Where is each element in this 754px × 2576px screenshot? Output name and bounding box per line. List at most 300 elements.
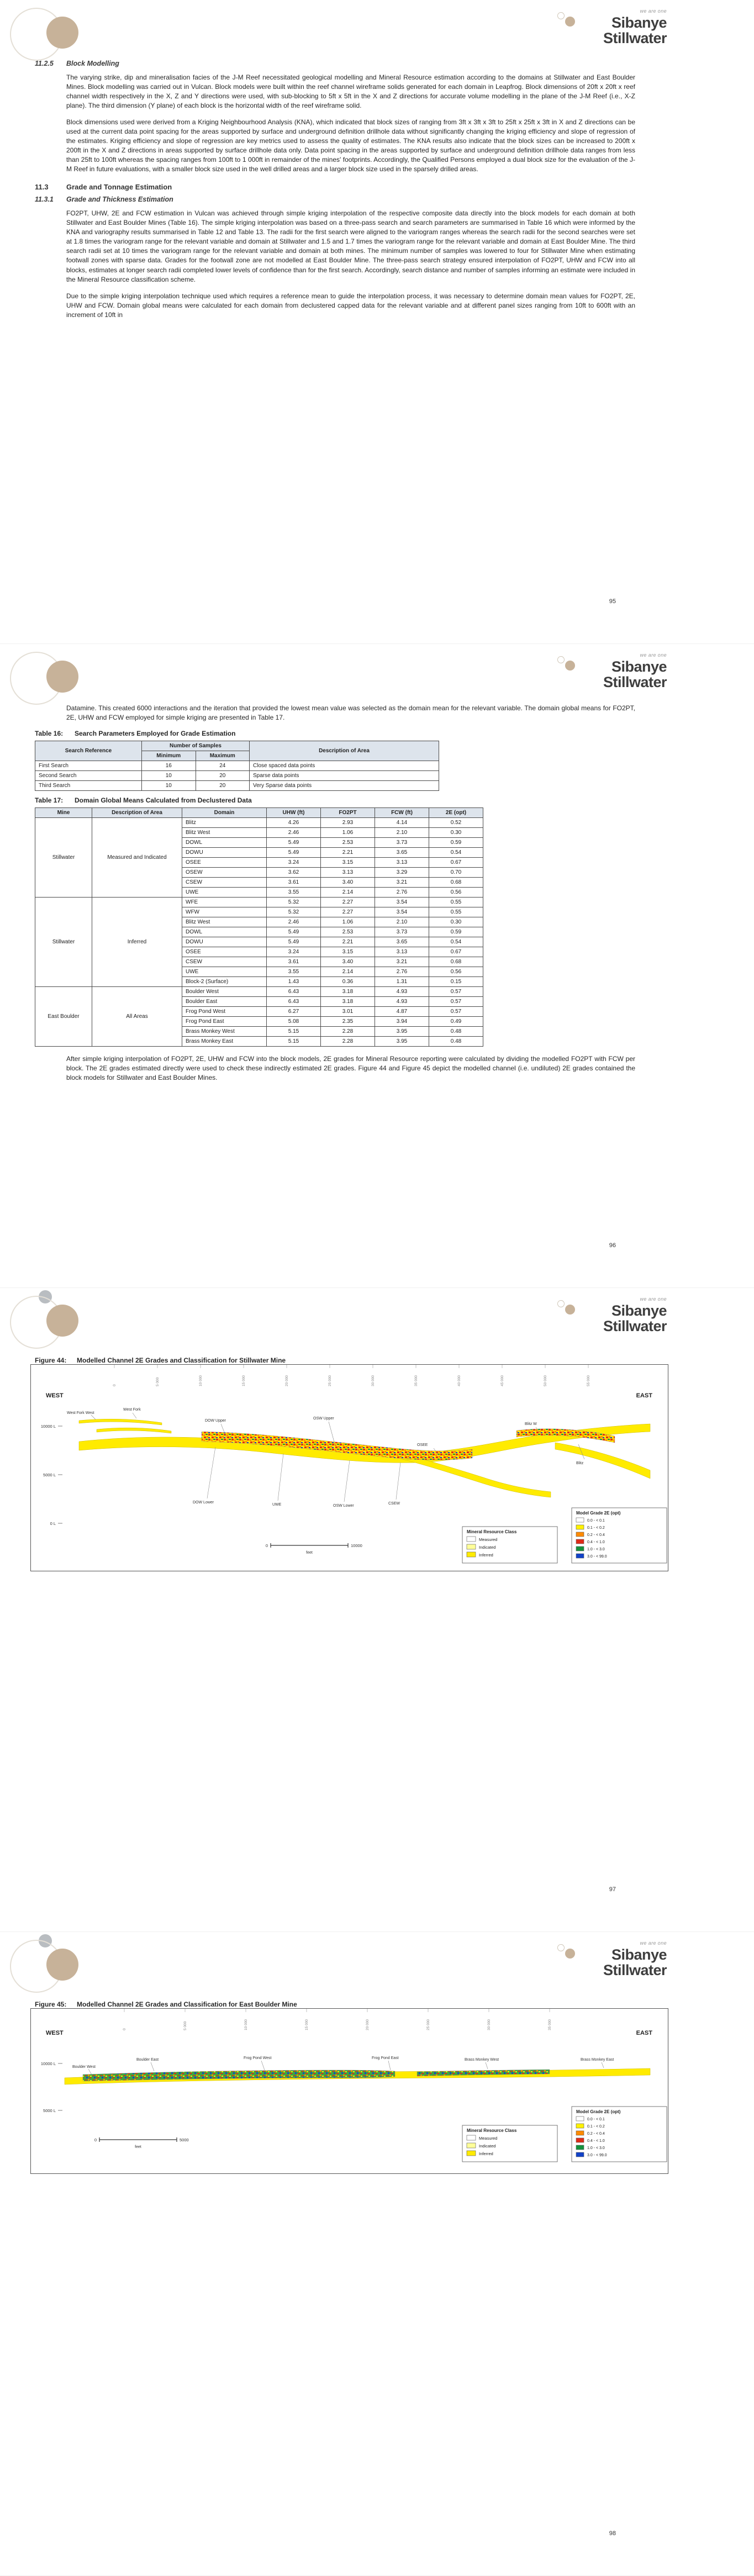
figure-44 (30, 1364, 668, 1574)
grid-tick-label: 55 000 (587, 1375, 590, 1386)
domain-label-uwe: UWE (272, 1503, 282, 1507)
cell-uhw: 5.08 (267, 1017, 321, 1027)
col-fo2pt: FO2PT (321, 808, 375, 818)
heading-title: Grade and Tonnage Estimation (66, 183, 172, 192)
model-grade-legend (572, 1508, 667, 1563)
table-row (35, 761, 439, 771)
legend-swatch-grade-5 (576, 2145, 584, 2150)
legend-label-inferred: Inferred (479, 1553, 493, 1558)
domain-label-brass-monkey-west: Brass Monkey West (465, 2058, 499, 2062)
cell-mine: East Boulder (35, 987, 92, 1047)
legend-label-inferred: Inferred (479, 2151, 493, 2156)
legend-swatch-grade-1 (576, 1518, 584, 1522)
cell-fo2pt: 2.21 (321, 937, 375, 947)
cell-min: 16 (142, 761, 196, 771)
heading-title: Block Modelling (66, 60, 119, 67)
cell-uhw: 5.15 (267, 1027, 321, 1037)
cell-domain: UWE (182, 888, 267, 898)
cell-fcw: 3.21 (375, 878, 429, 888)
grid-tick-label: 25 000 (328, 1375, 332, 1386)
cell-max: 24 (196, 761, 250, 771)
col-fcw: FCW (ft) (375, 808, 429, 818)
logo-brand-bottom: Stillwater (603, 29, 667, 46)
cell-desc: Very Sparse data points (250, 781, 439, 791)
heading-number: 11.2.5 (35, 60, 54, 67)
logo-tagline: we are one (640, 652, 667, 658)
heading-11-3 (35, 183, 635, 191)
legend-swatch-grade-6 (576, 2152, 584, 2157)
paragraph: Due to the simple kriging interpolation technique used which requires a reference mean to guide the interpolation process, it was necessary to determine domain mean values for FO2PT, 2E, UHW and FCW. Domain global means were calculated for each domain from declustered capped data for the relevant variable and at different panel sizes ranging from 10ft to 600ft with an increment of 10ft in (66, 292, 635, 319)
paragraph: Block dimensions used were derived from a Kriging Neighbourhood Analysis (KNA), which indicated that block sizes of ranging from 3ft x 3ft x 3ft to 25ft x 25ft x 3ft in X and Z directions can be used at the current data point spacing for the areas supported by surface and underground definition drillhole data without significantly changing the kriging efficiency and slope of regression of the estimates. Kriging efficiency and slope of regression are key metrics used to assess the quality of estimates. The KNA results also indicate that the block sizes can be increased to 200ft x 200ft in the X and Z directions in areas supported by surface drillhole data only. Data point spacing in the areas supported by surface and underground definition drillhole data ranges from less than 25ft to 100ft whereas the spacing ranges from 100ft to 1 000ft in remainder of the mines' footprints. Accordingly, the Qualified Persons employed a dual block size for the evaluation of the J-M Reef in future evaluations, with a smaller block size used in the well drilled areas and a larger block size used in the sparsely drilled areas. (66, 118, 635, 173)
domain-label-blitz-w: Blitz W (525, 1422, 537, 1426)
page-number: 95 (609, 598, 616, 605)
cell-fcw: 3.21 (375, 957, 429, 967)
cell-fcw: 4.87 (375, 1007, 429, 1017)
grid-tick-label: 0 (123, 2028, 126, 2030)
table-header-row (35, 741, 439, 751)
domain-label-osw-upper: OSW Upper (313, 1417, 334, 1421)
elevation-label: 10000 L (40, 1424, 56, 1429)
cell-uhw: 6.43 (267, 987, 321, 997)
cell-domain: DOWU (182, 848, 267, 858)
logo-ring-icon (557, 12, 565, 19)
domain-label-frog-pond-east: Frog Pond East (372, 2056, 399, 2060)
page-96 (0, 644, 754, 1288)
cell-area: Inferred (92, 898, 182, 987)
cell-2e: 0.49 (429, 1017, 483, 1027)
logo-ring-icon (557, 656, 565, 663)
table-caption-label: Table 17: (35, 796, 64, 805)
grid-tick-label: 10 000 (244, 2019, 248, 2030)
legend-box (572, 2107, 667, 2162)
cell-uhw: 5.49 (267, 927, 321, 937)
legend-swatch-grade-3 (576, 1532, 584, 1537)
legend-label-grade-1: 0.0 - < 0.1 (587, 1519, 605, 1523)
logo-ring-icon (557, 1944, 565, 1951)
cell-mine: Stillwater (35, 818, 92, 898)
cell-uhw: 3.24 (267, 947, 321, 957)
domain-label-boulder-east: Boulder East (136, 2058, 159, 2062)
cell-fo2pt: 3.15 (321, 858, 375, 868)
grid-tick-label: 0 (113, 1384, 117, 1386)
cell-fcw: 3.29 (375, 868, 429, 878)
cell-uhw: 6.27 (267, 1007, 321, 1017)
cell-domain: CSEW (182, 957, 267, 967)
cell-2e: 0.68 (429, 878, 483, 888)
cell-fcw: 3.65 (375, 848, 429, 858)
legend-swatch-grade-2 (576, 1525, 584, 1529)
cell-fo2pt: 0.36 (321, 977, 375, 987)
grid-tick-label: 15 000 (242, 1375, 246, 1386)
cell-domain: WFW (182, 907, 267, 917)
grid-tick-label: 10 000 (199, 1375, 203, 1386)
cell-fo2pt: 3.15 (321, 947, 375, 957)
grid-tick-label: 30 000 (371, 1375, 375, 1386)
cell-uhw: 4.26 (267, 818, 321, 828)
col-description: Description of Area (92, 808, 182, 818)
legend-swatch-grade-6 (576, 1554, 584, 1558)
cell-domain: OSEE (182, 858, 267, 868)
logo-tagline: we are one (640, 1940, 667, 1946)
page-95-content (35, 60, 635, 327)
cell-fcw: 3.73 (375, 838, 429, 848)
figure-caption-text: Modelled Channel 2E Grades and Classification for East Boulder Mine (77, 2000, 297, 2008)
decorative-tan-circle (46, 1949, 78, 1981)
col-minimum: Minimum (142, 751, 196, 761)
scale-max-label: 5000 (180, 2137, 189, 2142)
cell-domain: DOWU (182, 937, 267, 947)
logo-brand-top: Sibanye (611, 1302, 667, 1319)
domain-label-brass-monkey-east: Brass Monkey East (581, 2058, 614, 2062)
east-label: EAST (636, 1392, 652, 1399)
domain-label-dow-upper: DOW Upper (205, 1419, 226, 1423)
col-description-of-area: Description of Area (250, 741, 439, 761)
domain-label-osw-lower: OSW Lower (333, 1504, 354, 1508)
cell-2e: 0.67 (429, 858, 483, 868)
figure-caption-label: Figure 44: (35, 1356, 67, 1364)
cell-fo2pt: 3.13 (321, 868, 375, 878)
domain-label-west-fork: West Fork (123, 1408, 141, 1412)
decorative-tan-circle (46, 17, 78, 49)
decorative-tan-circle (46, 661, 78, 693)
cell-2e: 0.30 (429, 828, 483, 838)
cell-uhw: 5.32 (267, 907, 321, 917)
table-row (35, 781, 439, 791)
cell-2e: 0.59 (429, 927, 483, 937)
legend-swatch-inferred (467, 1552, 476, 1557)
cell-uhw: 2.46 (267, 828, 321, 838)
legend-label-grade-3: 0.2 - < 0.4 (587, 2132, 605, 2136)
legend-title: Model Grade 2E (opt) (576, 2109, 621, 2114)
scale-zero-label: 0 (265, 1543, 268, 1548)
cell-uhw: 2.46 (267, 917, 321, 927)
figure-44-cross-section (30, 1364, 668, 1571)
cell-fcw: 3.95 (375, 1037, 429, 1047)
figure-caption-text: Modelled Channel 2E Grades and Classification for Stillwater Mine (77, 1356, 286, 1364)
legend-label-grade-2: 0.1 - < 0.2 (587, 1526, 605, 1530)
logo-dot-icon (565, 1305, 575, 1315)
cell-fo2pt: 2.53 (321, 838, 375, 848)
cell-fo2pt: 1.06 (321, 828, 375, 838)
cell-2e: 0.56 (429, 888, 483, 898)
table-caption-label: Table 16: (35, 730, 64, 738)
cell-min: 10 (142, 781, 196, 791)
cell-fcw: 4.14 (375, 818, 429, 828)
scale-unit-label: feet (135, 2145, 141, 2149)
cell-uhw: 5.15 (267, 1037, 321, 1047)
col-maximum: Maximum (196, 751, 250, 761)
cell-ref: Third Search (35, 781, 142, 791)
grid-tick-label: 35 000 (548, 2019, 552, 2030)
legend-swatch-indicated (467, 1544, 476, 1549)
paragraph: After simple kriging interpolation of FO2PT, 2E, UHW and FCW into the block models, 2E grades for Mineral Resource reporting were calculated by dividing the modelled FO2PT with FCW per block. The 2E grades estimated directly were used to check these indirectly estimated 2E grades. Figure 44 and Figure 45 depict the modelled channel (i.e. undiluted) 2E grades contained the block models for Stillwater and East Boulder Mines. (66, 1055, 635, 1082)
model-grade-legend (572, 2107, 667, 2162)
figure-caption-label: Figure 45: (35, 2000, 67, 2008)
cell-uhw: 3.62 (267, 868, 321, 878)
col-2e: 2E (opt) (429, 808, 483, 818)
legend-swatch-inferred (467, 2151, 476, 2156)
legend-swatch-grade-1 (576, 2116, 584, 2121)
cell-domain: Frog Pond East (182, 1017, 267, 1027)
decorative-tan-circle (46, 1305, 78, 1337)
cell-2e: 0.55 (429, 907, 483, 917)
legend-swatch-grade-3 (576, 2131, 584, 2135)
table-17-domain-global-means (35, 807, 483, 1047)
col-mine: Mine (35, 808, 92, 818)
cell-fo2pt: 2.27 (321, 907, 375, 917)
domain-label-csew: CSEW (388, 1502, 400, 1506)
cell-domain: Boulder East (182, 997, 267, 1007)
cell-fo2pt: 2.28 (321, 1027, 375, 1037)
cell-fo2pt: 3.40 (321, 957, 375, 967)
cell-2e: 0.70 (429, 868, 483, 878)
table-16-caption (35, 730, 635, 737)
logo-brand-bottom: Stillwater (603, 673, 667, 690)
page-number: 98 (609, 2530, 616, 2537)
page-96-content (35, 704, 635, 1090)
page-number: 96 (609, 1242, 616, 1249)
cell-area: Measured and Indicated (92, 818, 182, 898)
cell-fcw: 2.10 (375, 917, 429, 927)
cell-domain: CSEW (182, 878, 267, 888)
figure-45-caption (35, 2000, 297, 2008)
cell-2e: 0.52 (429, 818, 483, 828)
logo-brand-top: Sibanye (611, 658, 667, 675)
figure-45 (30, 2008, 668, 2177)
legend-label-measured: Measured (479, 1537, 498, 1542)
col-search-reference: Search Reference (35, 741, 142, 761)
cell-2e: 0.57 (429, 997, 483, 1007)
cell-2e: 0.67 (429, 947, 483, 957)
figure-44-caption (35, 1356, 286, 1364)
heading-number: 11.3 (35, 183, 49, 192)
heading-11-2-5 (35, 60, 635, 67)
domain-label-blitz: Blitz (576, 1461, 584, 1465)
heading-title: Grade and Thickness Estimation (66, 196, 173, 204)
cell-uhw: 3.55 (267, 967, 321, 977)
cell-min: 10 (142, 771, 196, 781)
cell-fo2pt: 2.27 (321, 898, 375, 907)
cell-uhw: 3.55 (267, 888, 321, 898)
cell-2e: 0.54 (429, 848, 483, 858)
cell-fcw: 3.13 (375, 858, 429, 868)
paragraph: The varying strike, dip and mineralisation facies of the J-M Reef necessitated geological modelling and Mineral Resource estimation according to the domains at Stillwater and East Boulder Mines. Block modelling was carried out in Vulcan. Block models were built within the reef channel wireframe solids generated for each domain in Leapfrog. Block dimensions of 20ft x 20ft x reef channel width respectively in the X, Z and Y directions were used, with sub-blocking to 5ft x 5ft in the X and Z directions for accurate volume modelling in the plane of the J-M Reef (i.e., X-Z plane). The third dimension (Y plane) of each block is the horizontal width of the reef wireframe solid. (66, 73, 635, 110)
cell-fo2pt: 2.28 (321, 1037, 375, 1047)
grid-tick-label: 20 000 (285, 1375, 289, 1386)
legend-title: Model Grade 2E (opt) (576, 1511, 621, 1516)
logo-tagline: we are one (640, 1296, 667, 1302)
table-header-row (35, 808, 483, 818)
cell-uhw: 5.49 (267, 848, 321, 858)
cell-fcw: 3.73 (375, 927, 429, 937)
cell-domain: DOWL (182, 838, 267, 848)
cell-domain: DOWL (182, 927, 267, 937)
legend-label-grade-4: 0.4 - < 1.0 (587, 1540, 605, 1544)
cell-fo2pt: 2.93 (321, 818, 375, 828)
cell-domain: Brass Monkey West (182, 1027, 267, 1037)
legend-label-grade-2: 0.1 - < 0.2 (587, 2125, 605, 2129)
page-number: 97 (609, 1886, 616, 1893)
legend-swatch-grade-4 (576, 1539, 584, 1544)
legend-label-grade-5: 1.0 - < 3.0 (587, 1548, 605, 1551)
elevation-label: 10000 L (40, 2061, 56, 2066)
cell-2e: 0.56 (429, 967, 483, 977)
cell-fo2pt: 2.53 (321, 927, 375, 937)
legend-label-indicated: Indicated (479, 2144, 496, 2149)
grid-tick-label: 5 000 (156, 1377, 160, 1386)
elevation-label: 0 L (50, 1521, 56, 1526)
legend-label-grade-4: 0.4 - < 1.0 (587, 2139, 605, 2143)
resource-class-legend (462, 2125, 557, 2162)
paragraph: FO2PT, UHW, 2E and FCW estimation in Vulcan was achieved through simple kriging interpolation of the respective composite data directly into the block models for each domain at both Stillwater and East Boulder Mines (Table 16). The simple kriging interpolation was based on a three-pass search and search parameters are summarised in Table 16 which were informed by the KNA and variography results summarised in Table 12 and Table 13. The radii for the first search were aligned to the variogram ranges whereas the search radii for the second searches were set at 1.8 times the variogram range for the relevant variable and domain at Stillwater and 1.5 and 1.7 times the variogram range for the relevant variable and domain at East Boulder Mine. The third search radii set at 10 times the variogram range for the relevant variable and domain at both mines. The minimum number of samples was lowered to four for Stillwater Mine when estimating footwall zones with sparse data. Grades for the footwall zone are not modelled at East Boulder Mine. The three-pass search strategy ensured interpolation of FO2PT, UHW and FCW into all blocks, estimates at longer search radii completed lower levels of confidence than for the first search. Accordingly, search distance and number of samples informing an estimate were included in the Mineral Resource classification scheme. (66, 209, 635, 283)
cell-2e: 0.48 (429, 1027, 483, 1037)
table-row (35, 818, 483, 828)
cell-domain: UWE (182, 967, 267, 977)
table-row (35, 771, 439, 781)
cell-fcw: 3.95 (375, 1027, 429, 1037)
page-97 (0, 1288, 754, 1932)
domain-label-osee: OSEE (417, 1443, 428, 1447)
domain-label-boulder-west: Boulder West (72, 2065, 96, 2069)
grid-tick-label: 35 000 (414, 1375, 418, 1386)
legend-swatch-grade-2 (576, 2124, 584, 2128)
cell-fcw: 1.31 (375, 977, 429, 987)
east-label: EAST (636, 2030, 652, 2036)
cell-uhw: 1.43 (267, 977, 321, 987)
sibanye-stillwater-logo (551, 1297, 667, 1334)
cell-fcw: 4.93 (375, 987, 429, 997)
cell-uhw: 3.61 (267, 957, 321, 967)
cell-domain: OSEW (182, 868, 267, 878)
legend-label-grade-6: 3.0 - < 99.0 (587, 1555, 607, 1559)
cell-fo2pt: 3.18 (321, 987, 375, 997)
cell-2e: 0.57 (429, 1007, 483, 1017)
cell-2e: 0.68 (429, 957, 483, 967)
sibanye-stillwater-logo (551, 653, 667, 690)
cell-fo2pt: 1.06 (321, 917, 375, 927)
grid-tick-label: 40 000 (457, 1375, 461, 1386)
cell-2e: 0.48 (429, 1037, 483, 1047)
cell-domain: OSEE (182, 947, 267, 957)
legend-label-grade-1: 0.0 - < 0.1 (587, 2118, 605, 2121)
legend-label-indicated: Indicated (479, 1545, 496, 1550)
logo-brand-top: Sibanye (611, 1946, 667, 1963)
grid-tick-label: 45 000 (500, 1375, 504, 1386)
heading-number: 11.3.1 (35, 196, 54, 204)
cell-desc: Sparse data points (250, 771, 439, 781)
table-17-caption (35, 796, 635, 804)
grid-tick-label: 15 000 (305, 2019, 309, 2030)
cell-max: 20 (196, 781, 250, 791)
cell-fo2pt: 2.35 (321, 1017, 375, 1027)
cell-desc: Close spaced data points (250, 761, 439, 771)
cell-uhw: 3.24 (267, 858, 321, 868)
cell-fo2pt: 3.18 (321, 997, 375, 1007)
logo-dot-icon (565, 1949, 575, 1959)
logo-brand-bottom: Stillwater (603, 1317, 667, 1334)
page-98 (0, 1932, 754, 2576)
col-domain: Domain (182, 808, 267, 818)
cell-fo2pt: 2.14 (321, 967, 375, 977)
cell-fcw: 2.10 (375, 828, 429, 838)
cell-2e: 0.15 (429, 977, 483, 987)
cell-fcw: 3.13 (375, 947, 429, 957)
scale-unit-label: feet (306, 1551, 313, 1555)
legend-label-grade-5: 1.0 - < 3.0 (587, 2146, 605, 2150)
domain-label-frog-pond-west: Frog Pond West (244, 2056, 272, 2060)
west-label: WEST (46, 1392, 64, 1399)
cell-fcw: 4.93 (375, 997, 429, 1007)
scale-max-label: 10000 (351, 1543, 362, 1548)
cell-2e: 0.57 (429, 987, 483, 997)
cell-domain: Brass Monkey East (182, 1037, 267, 1047)
cell-fo2pt: 3.40 (321, 878, 375, 888)
logo-tagline: we are one (640, 8, 667, 14)
page-95 (0, 0, 754, 644)
cell-fo2pt: 3.01 (321, 1007, 375, 1017)
elevation-label: 5000 L (43, 2108, 56, 2113)
cell-ref: Second Search (35, 771, 142, 781)
cell-fcw: 3.94 (375, 1017, 429, 1027)
cell-domain: WFE (182, 898, 267, 907)
legend-title: Mineral Resource Class (467, 2128, 517, 2133)
col-uhw: UHW (ft) (267, 808, 321, 818)
cell-ref: First Search (35, 761, 142, 771)
logo-ring-icon (557, 1300, 565, 1307)
cell-uhw: 5.49 (267, 937, 321, 947)
heading-11-3-1 (35, 196, 635, 203)
scale-zero-label: 0 (94, 2137, 97, 2142)
domain-label-west-fork-west: West Fork West (67, 1411, 94, 1415)
sibanye-stillwater-logo (551, 1941, 667, 1978)
domain-label-dow-lower: DOW Lower (193, 1501, 214, 1505)
col-number-of-samples: Number of Samples (142, 741, 250, 751)
cell-uhw: 3.61 (267, 878, 321, 888)
elevation-label: 5000 L (43, 1472, 56, 1477)
cell-max: 20 (196, 771, 250, 781)
cell-2e: 0.59 (429, 838, 483, 848)
cell-domain: Block-2 (Surface) (182, 977, 267, 987)
legend-swatch-indicated (467, 2143, 476, 2148)
logo-dot-icon (565, 17, 575, 27)
legend-swatch-grade-4 (576, 2138, 584, 2142)
cell-mine: Stillwater (35, 898, 92, 987)
figure-45-cross-section (30, 2008, 668, 2174)
cell-uhw: 6.43 (267, 997, 321, 1007)
cell-fcw: 3.54 (375, 907, 429, 917)
cell-fcw: 3.54 (375, 898, 429, 907)
grid-tick-label: 20 000 (366, 2019, 370, 2030)
grid-tick-label: 25 000 (426, 2019, 430, 2030)
legend-label-grade-3: 0.2 - < 0.4 (587, 1533, 605, 1537)
grid-tick-label: 50 000 (544, 1375, 547, 1386)
legend-box (572, 1508, 667, 1563)
grid-tick-label: 5 000 (183, 2021, 187, 2030)
cell-2e: 0.55 (429, 898, 483, 907)
cell-uhw: 5.49 (267, 838, 321, 848)
legend-swatch-grade-5 (576, 1546, 584, 1551)
cell-domain: Blitz West (182, 828, 267, 838)
cell-fcw: 2.76 (375, 967, 429, 977)
legend-title: Mineral Resource Class (467, 1529, 517, 1534)
cell-fcw: 3.65 (375, 937, 429, 947)
table-caption-text: Domain Global Means Calculated from Declustered Data (75, 796, 252, 805)
table-row (35, 987, 483, 997)
legend-label-measured: Measured (479, 2136, 498, 2141)
legend-swatch-measured (467, 2135, 476, 2140)
west-label: WEST (46, 2030, 64, 2036)
cell-domain: Boulder West (182, 987, 267, 997)
